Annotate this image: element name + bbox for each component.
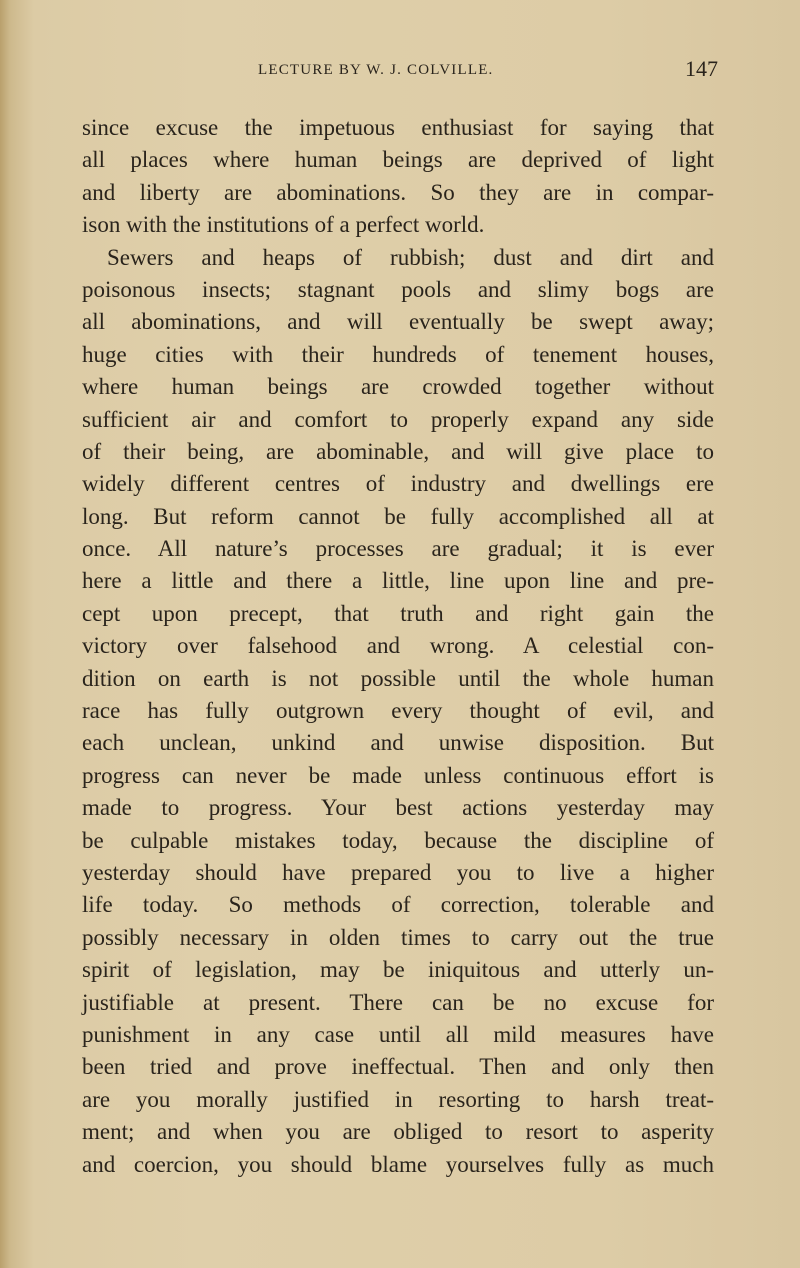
text-line: here a little and there a little, line upon line and pre-	[82, 568, 714, 594]
text-line: poisonous insects; stagnant pools and slimy bogs are	[82, 276, 714, 302]
text-line: each unclean, unkind and unwise disposition. But	[82, 730, 714, 756]
text-line: and coercion, you should blame yourselves fully as much	[82, 1151, 714, 1177]
text-line: dition on earth is not possible until the whole human	[82, 665, 714, 691]
running-title: LECTURE BY W. J. COLVILLE.	[258, 62, 494, 78]
text-line: once. All nature’s processes are gradual; it is ever	[82, 536, 714, 562]
text-line: spirit of legislation, may be iniquitous and utterly un-	[82, 957, 714, 983]
text-line: long. But reform cannot be fully accomplished all at	[82, 503, 714, 529]
text-line: all places where human beings are deprived of light	[82, 147, 714, 173]
text-line: victory over falsehood and wrong. A celestial con-	[82, 633, 714, 659]
text-line: cept upon precept, that truth and right gain the	[82, 600, 714, 626]
text-line: Sewers and heaps of rubbish; dust and dirt and	[107, 244, 714, 270]
text-line: widely different centres of industry and dwellings ere	[82, 471, 714, 497]
text-line: possibly necessary in olden times to carry out the true	[82, 924, 714, 950]
text-line: been tried and prove ineffectual. Then and only then	[82, 1054, 714, 1080]
body-text	[82, 112, 714, 1181]
text-line: ison with the institutions of a perfect world.	[82, 212, 485, 238]
text-line: justifiable at present. There can be no excuse for	[82, 989, 714, 1015]
text-line: life today. So methods of correction, tolerable and	[82, 892, 714, 918]
text-line: punishment in any case until all mild measures have	[82, 1021, 714, 1047]
page-header	[258, 56, 718, 84]
text-line: sufficient air and comfort to properly expand any side	[82, 406, 714, 432]
text-line: huge cities with their hundreds of tenement houses,	[82, 341, 714, 367]
text-line: since excuse the impetuous enthusiast for saying that	[82, 115, 714, 140]
text-line: be culpable mistakes today, because the discipline of	[82, 827, 714, 853]
text-line: progress can never be made unless continuous effort is	[82, 762, 714, 788]
text-line: race has fully outgrown every thought of evil, and	[82, 698, 714, 724]
text-line: and liberty are abominations. So they are in compar-	[82, 179, 714, 205]
text-line: made to progress. Your best actions yesterday may	[82, 795, 714, 821]
page-number: 147	[685, 56, 718, 81]
text-line: where human beings are crowded together without	[82, 374, 714, 400]
text-line: ment; and when you are obliged to resort to asperity	[82, 1119, 714, 1145]
text-line: are you morally justified in resorting to harsh treat-	[82, 1086, 714, 1112]
text-line: yesterday should have prepared you to live a higher	[82, 859, 714, 885]
text-line: of their being, are abominable, and will give place to	[82, 438, 714, 464]
text-line: all abominations, and will eventually be swept away;	[82, 309, 714, 335]
